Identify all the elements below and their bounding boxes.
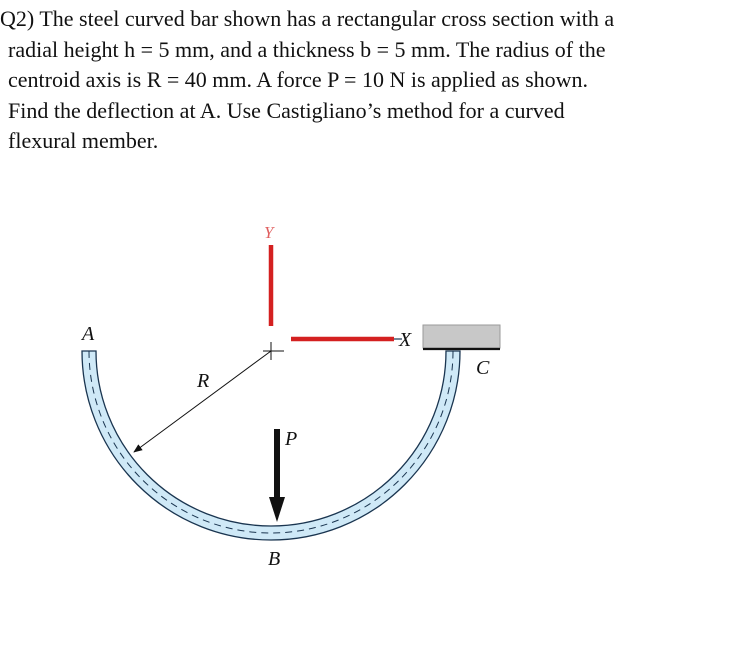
- fixed-support: [423, 325, 500, 348]
- label-a: A: [82, 323, 95, 345]
- label-y: Y: [264, 223, 274, 242]
- force-p-arrowhead: [269, 497, 285, 522]
- centroid-axis: [89, 351, 453, 533]
- problem-line-4: Find the deflection at A. Use Castigliano’s method for a curved: [8, 97, 565, 123]
- label-p: P: [285, 428, 298, 450]
- problem-line-1: Q2) The steel curved bar shown has a rectangular cross section with a: [0, 6, 615, 31]
- radius-arrow: [134, 351, 271, 452]
- label-c: C: [476, 357, 490, 379]
- label-x: X: [399, 329, 412, 351]
- label-b: B: [268, 548, 281, 570]
- curved-bar: [82, 351, 460, 540]
- label-r: R: [197, 370, 210, 392]
- problem-line-3: centroid axis is R = 40 mm. A force P = 10 N is applied as shown.: [8, 67, 589, 92]
- problem-line-2: radial height h = 5 mm, and a thickness b = 5 mm. The radius of the: [8, 36, 606, 62]
- problem-line-5: flexural member.: [8, 128, 159, 153]
